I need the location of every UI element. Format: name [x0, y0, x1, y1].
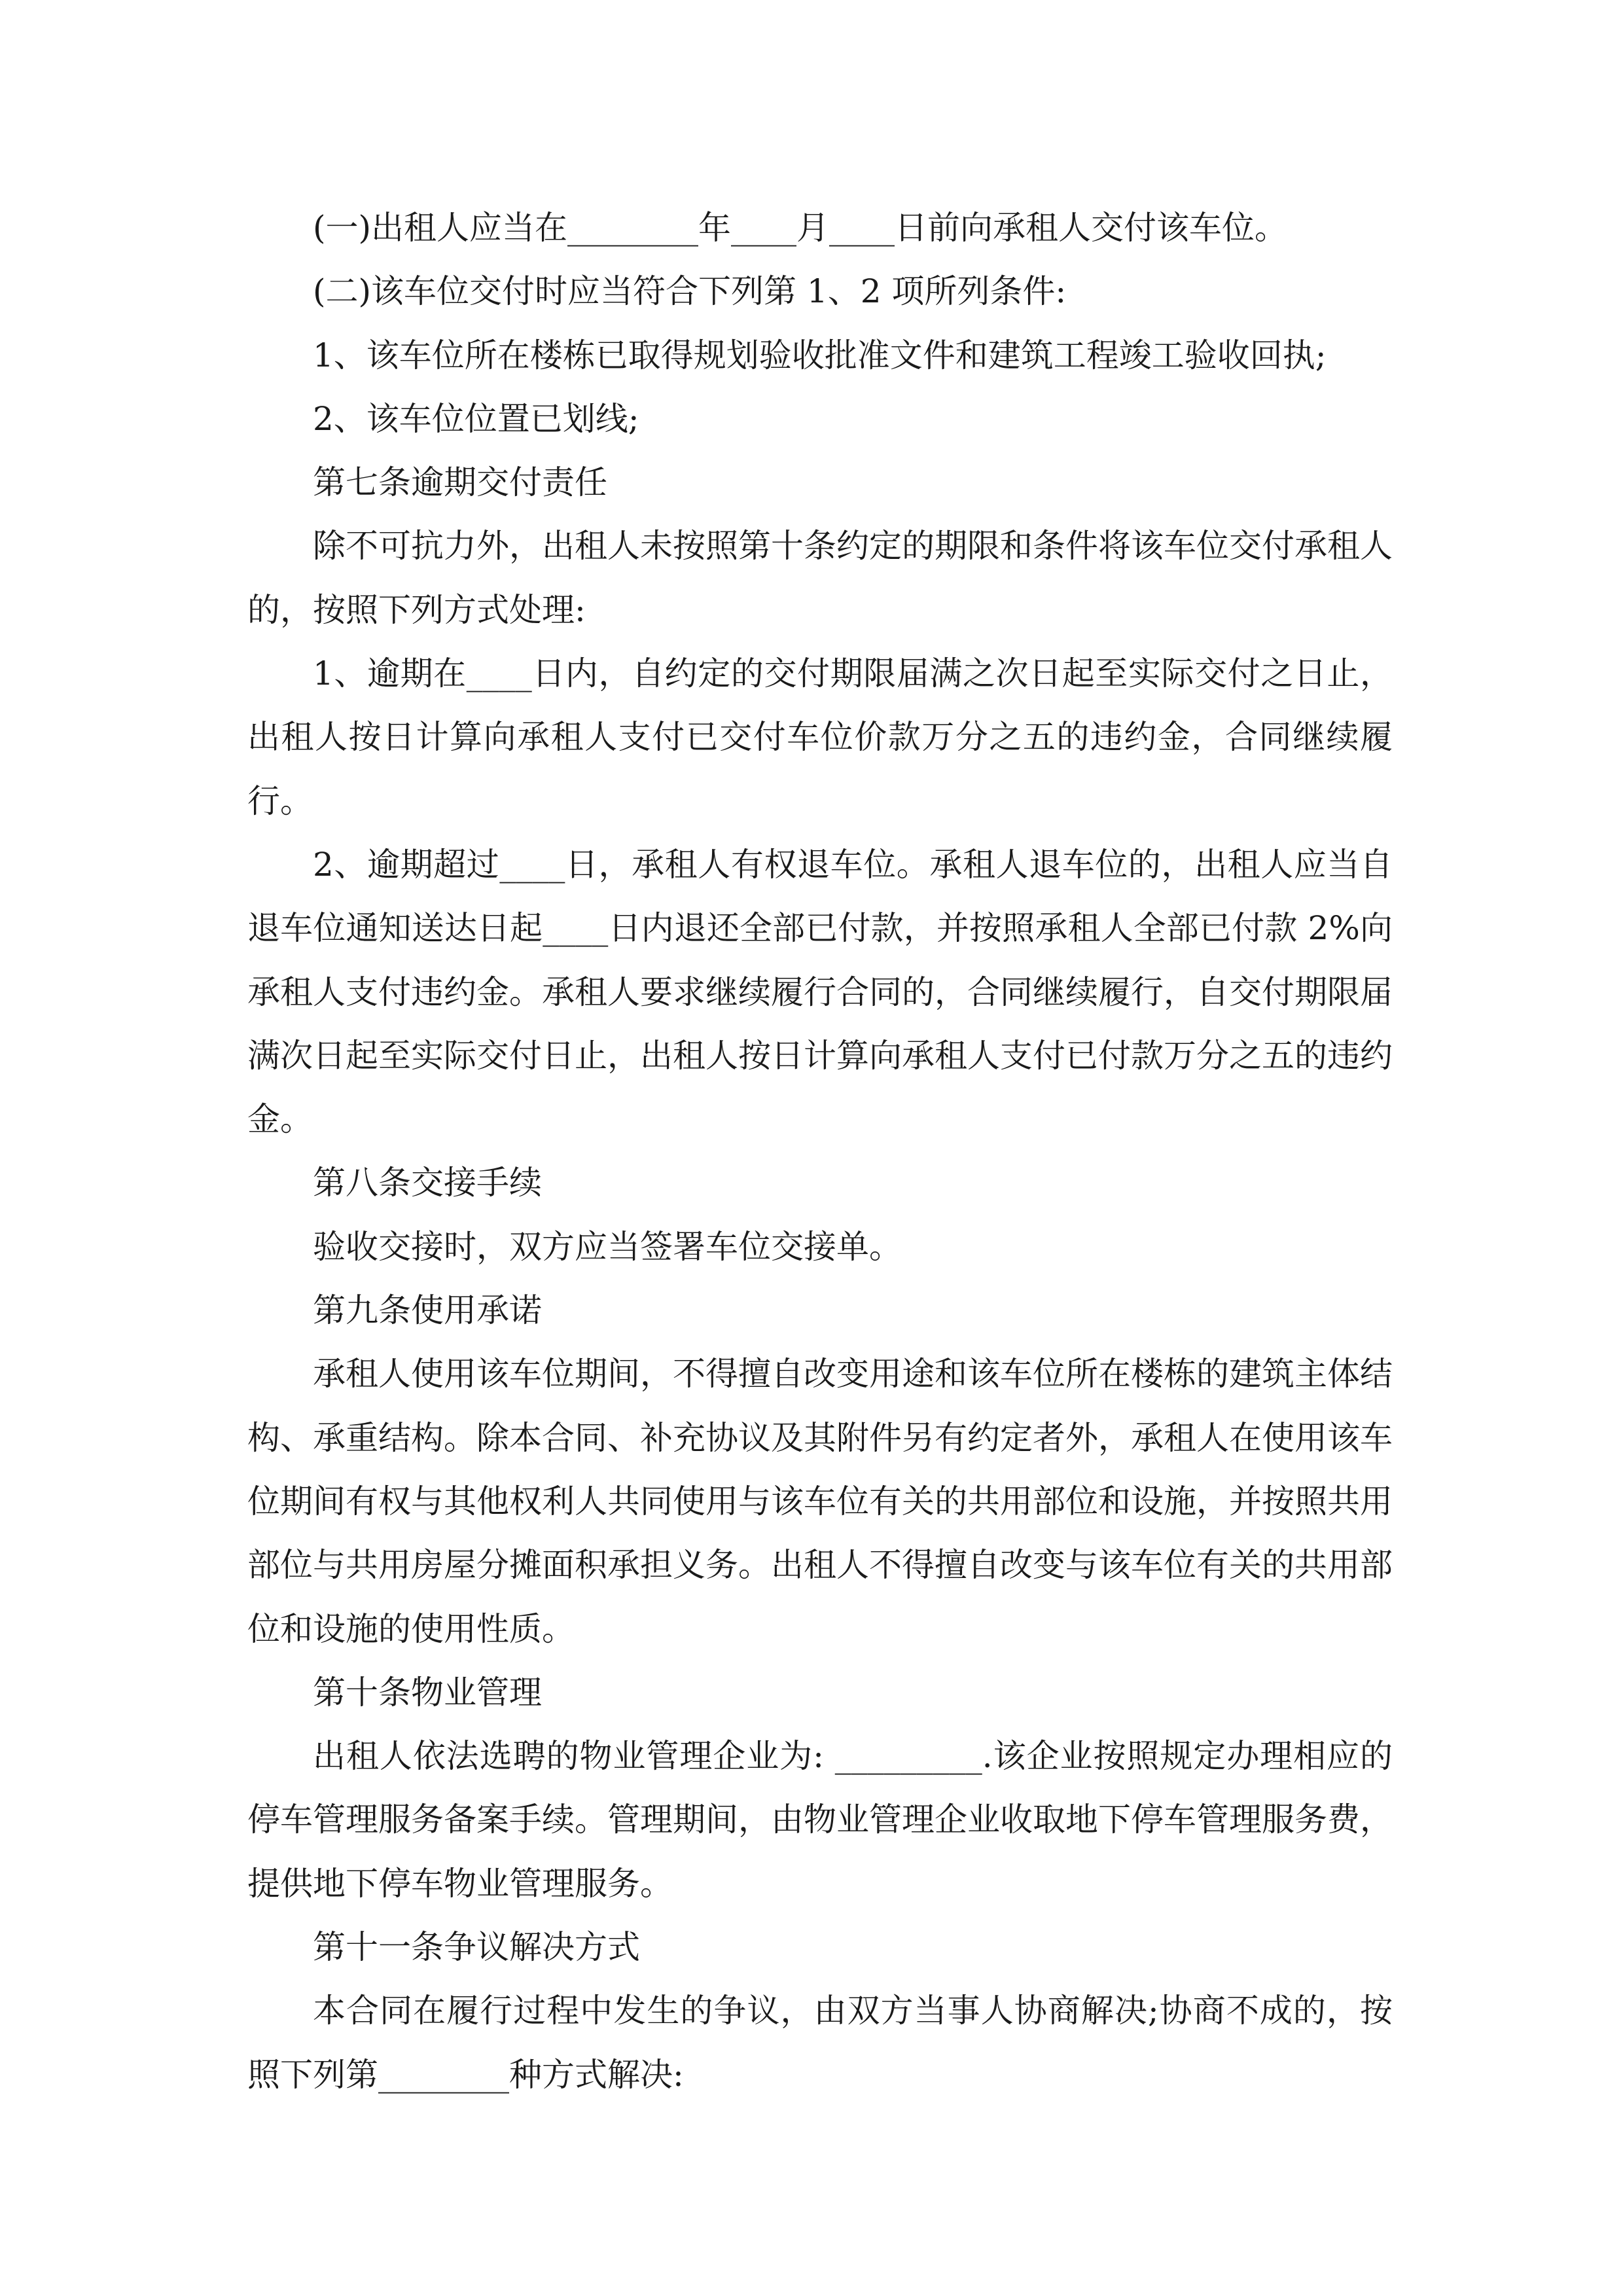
- clause-11-body: 本合同在履行过程中发生的争议，由双方当事人协商解决;协商不成的，按照下列第________种方式解决:: [247, 1992, 1393, 2094]
- clause-6-item-1: (一)出租人应当在________年____月____日前向承租人交付该车位。: [313, 209, 1288, 247]
- clause-9-heading: 第九条使用承诺: [313, 1291, 542, 1330]
- clause-7-heading: 第七条逾期交付责任: [313, 463, 607, 502]
- clause-11-heading: 第十一条争议解决方式: [313, 1928, 640, 1967]
- condition-2: 2、该车位位置已划线;: [313, 399, 639, 438]
- clause-7-intro: 除不可抗力外，出租人未按照第十条约定的期限和条件将该车位交付承租人的，按照下列方式处理:: [247, 527, 1393, 629]
- clause-8-body: 验收交接时，双方应当签署车位交接单。: [313, 1227, 902, 1266]
- document-body: [247, 196, 1393, 2107]
- clause-7-item-2: 2、逾期超过____日，承租人有权退车位。承租人退车位的，出租人应当自退车位通知送达日起____日内退还全部已付款，并按照承租人全部已付款 2%向承租人支付违约金。承租人要求继续履行合同的，合同继续履行，自交付期限届满次日起至实际交付日止，出租人按日计算向承租人支付已付款万分之五的违约金。: [247, 845, 1393, 1139]
- condition-1: 1、该车位所在楼栋已取得规划验收批准文件和建筑工程竣工验收回执;: [313, 336, 1327, 374]
- clause-8-heading: 第八条交接手续: [313, 1164, 542, 1202]
- clause-7-item-1: 1、逾期在____日内，自约定的交付期限届满之次日起至实际交付之日止，出租人按日计算向承租人支付已交付车位价款万分之五的违约金，合同继续履行。: [247, 655, 1393, 820]
- clause-10-body: 出租人依法选聘的物业管理企业为: _________.该企业按照规定办理相应的停车管理服务备案手续。管理期间，由物业管理企业收取地下停车管理服务费，提供地下停车物业管理服务。: [247, 1737, 1393, 1903]
- clause-10-heading: 第十条物业管理: [313, 1673, 542, 1712]
- clause-6-item-2: (二)该车位交付时应当符合下列第 1、2 项所列条件:: [313, 272, 1067, 311]
- clause-9-body: 承租人使用该车位期间，不得擅自改变用途和该车位所在楼栋的建筑主体结构、承重结构。除本合同、补充协议及其附件另有约定者外，承租人在使用该车位期间有权与其他权利人共同使用与该车位有关的共用部位和设施，并按照共用部位与共用房屋分摊面积承担义务。出租人不得擅自改变与该车位有关的共用部位和设施的使用性质。: [247, 1355, 1393, 1648]
